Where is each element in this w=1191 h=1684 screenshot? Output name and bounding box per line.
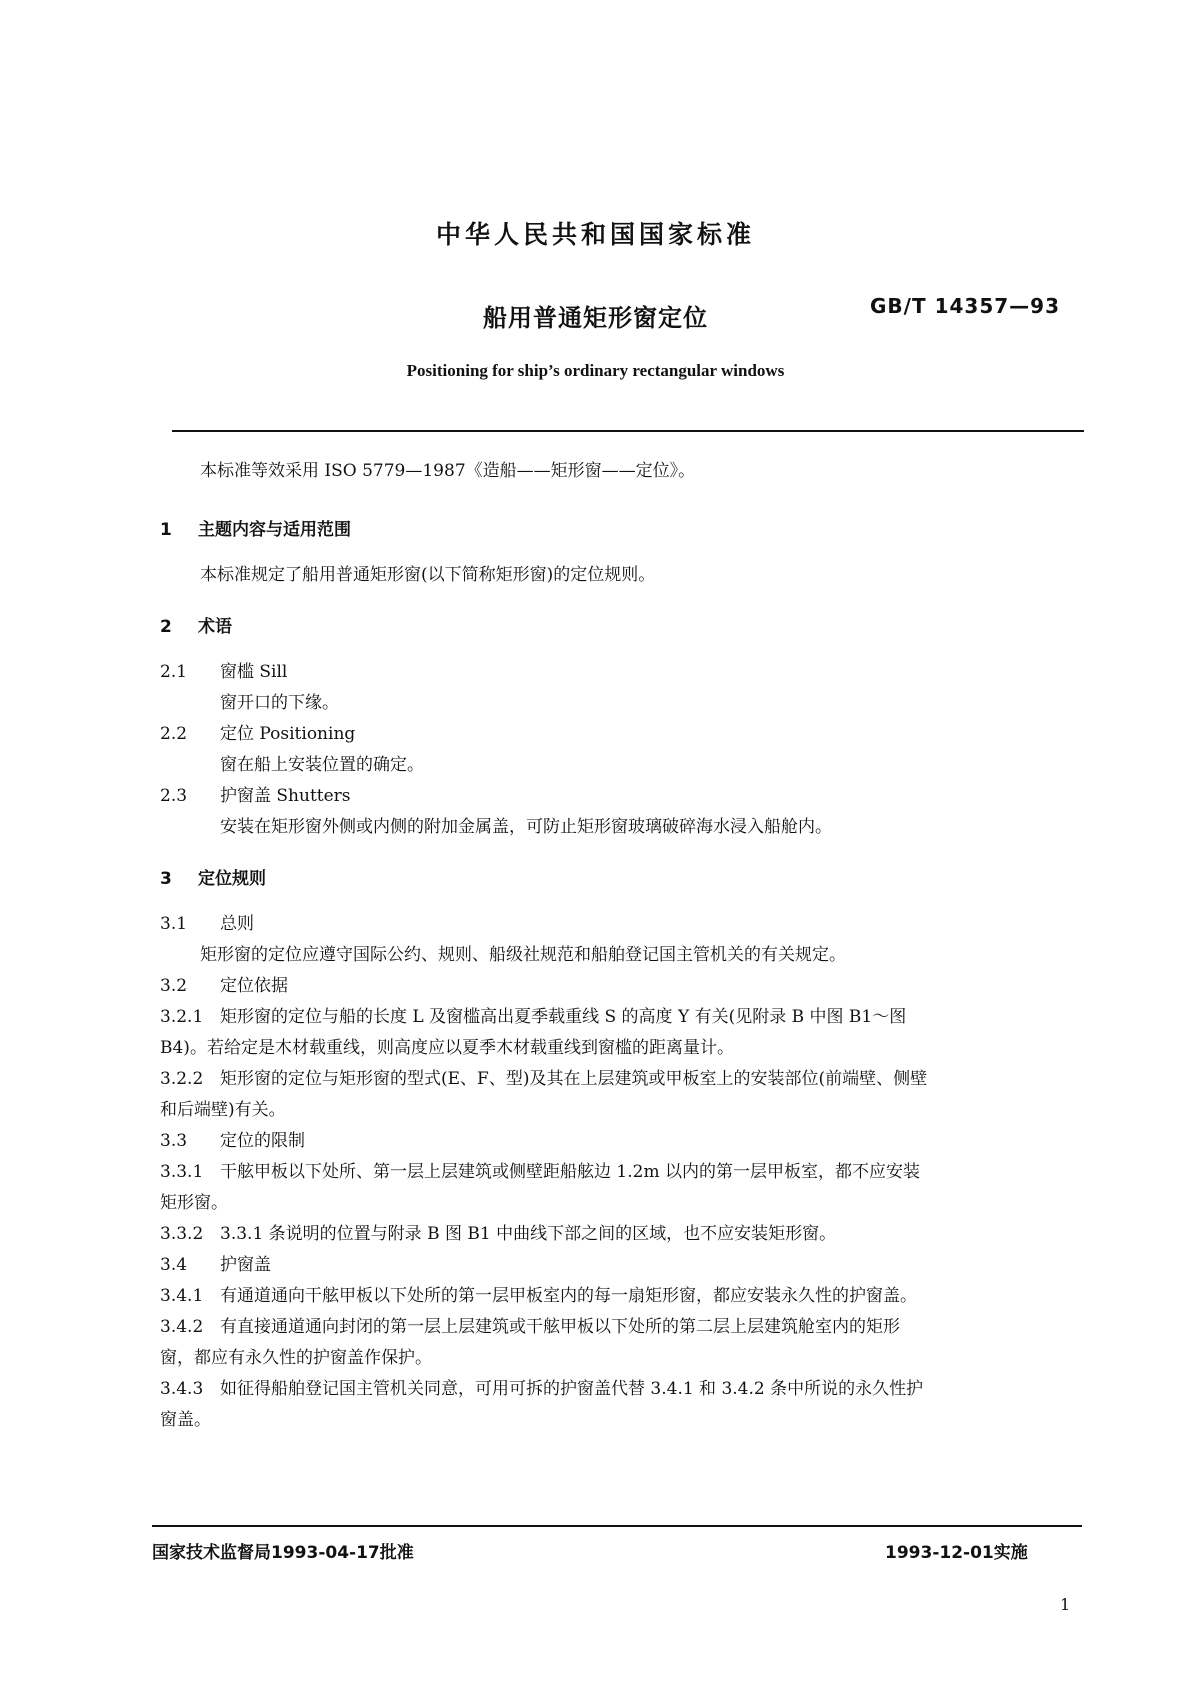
term-label: 定位 Positioning <box>220 724 356 744</box>
clause-title: 定位依据 <box>220 976 288 996</box>
standard-number: GB/T 14357—93 <box>870 294 1060 318</box>
clause-3-2-1-cont: B4)。若给定是木材载重线，则高度应以夏季木材载重线到窗槛的距离量计。 <box>160 1038 734 1058</box>
clause-number: 3.4.3 <box>160 1379 204 1399</box>
section-3-heading <box>160 864 266 889</box>
clause-3-4-2-cont: 窗，都应有永久性的护窗盖作保护。 <box>160 1348 432 1368</box>
clause-text: 有直接通道通向封闭的第一层上层建筑或干舷甲板以下处所的第二层上层建筑舱室内的矩形 <box>220 1317 900 1337</box>
section-1-text: 本标准规定了船用普通矩形窗(以下简称矩形窗)的定位规则。 <box>200 565 656 585</box>
clause-3-4-3-cont: 窗盖。 <box>160 1410 211 1430</box>
term-2-3-definition: 安装在矩形窗外侧或内侧的附加金属盖，可防止矩形窗玻璃破碎海水浸入船舱内。 <box>220 817 832 837</box>
section-number: 2 <box>160 617 172 637</box>
clause-3-3-2 <box>160 1221 836 1247</box>
intro-paragraph: 本标准等效采用 ISO 5779—1987《造船——矩形窗——定位》。 <box>200 461 696 481</box>
clause-number: 3.2 <box>160 976 188 996</box>
clause-number: 3.2.1 <box>160 1007 204 1027</box>
footer-divider <box>152 1525 1082 1527</box>
term-2-2 <box>160 721 355 747</box>
clause-3-4-1 <box>160 1283 917 1309</box>
clause-title: 总则 <box>220 914 254 934</box>
clause-text: 干舷甲板以下处所、第一层上层建筑或侧壁距船舷边 1.2m 以内的第一层甲板室，都不应安装 <box>220 1162 920 1182</box>
page-number: 1 <box>1060 1595 1071 1614</box>
clause-number: 3.4.1 <box>160 1286 204 1306</box>
effective-date: 1993-12-01实施 <box>885 1543 1028 1563</box>
term-2-3 <box>160 783 351 809</box>
clause-text: 矩形窗的定位与船的长度 L 及窗槛高出夏季载重线 S 的高度 Y 有关(见附录 B 中图 B1～图 <box>220 1007 907 1027</box>
clause-text: 有通道通向干舷甲板以下处所的第一层甲板室内的每一扇矩形窗，都应安装永久性的护窗盖。 <box>220 1286 917 1306</box>
section-number: 1 <box>160 520 172 540</box>
clause-3-4 <box>160 1252 271 1278</box>
term-label: 护窗盖 Shutters <box>220 786 351 806</box>
clause-3-3-1-cont: 矩形窗。 <box>160 1193 228 1213</box>
clause-3-2-2-cont: 和后端壁)有关。 <box>160 1100 286 1120</box>
clause-3-2-1 <box>160 1004 906 1030</box>
clause-text: 矩形窗的定位与矩形窗的型式(E、F、型)及其在上层建筑或甲板室上的安装部位(前端壁、侧壁 <box>220 1069 928 1089</box>
clause-3-4-2 <box>160 1314 900 1340</box>
clause-number: 3.3 <box>160 1131 188 1151</box>
standard-category-title: 中华人民共和国国家标准 <box>435 220 755 249</box>
section-number: 3 <box>160 869 172 889</box>
clause-3-1-text: 矩形窗的定位应遵守国际公约、规则、船级社规范和船舶登记国主管机关的有关规定。 <box>200 945 846 965</box>
term-2-1-definition: 窗开口的下缘。 <box>220 693 339 713</box>
clause-3-3 <box>160 1128 305 1154</box>
english-title: Positioning for ship’s ordinary rectangular windows <box>406 361 785 380</box>
clause-3-2-2 <box>160 1066 927 1092</box>
clause-number: 2.1 <box>160 662 188 682</box>
clause-number: 3.3.1 <box>160 1162 204 1182</box>
header-divider <box>172 430 1084 432</box>
term-2-2-definition: 窗在船上安装位置的确定。 <box>220 755 424 775</box>
section-title: 定位规则 <box>198 869 266 889</box>
clause-3-4-3 <box>160 1376 923 1402</box>
clause-number: 3.3.2 <box>160 1224 204 1244</box>
term-label: 窗槛 Sill <box>220 662 288 682</box>
clause-number: 3.2.2 <box>160 1069 204 1089</box>
clause-text: 3.3.1 条说明的位置与附录 B 图 B1 中曲线下部之间的区域，也不应安装矩形窗。 <box>220 1224 837 1244</box>
clause-3-1 <box>160 911 254 937</box>
clause-title: 定位的限制 <box>220 1131 305 1151</box>
clause-text: 如征得船舶登记国主管机关同意，可用可拆的护窗盖代替 3.4.1 和 3.4.2 条中所说的永久性护 <box>220 1379 924 1399</box>
section-1-heading <box>160 515 351 540</box>
clause-number: 3.1 <box>160 914 188 934</box>
clause-3-2 <box>160 973 288 999</box>
clause-number: 3.4.2 <box>160 1317 204 1337</box>
section-2-heading <box>160 612 232 637</box>
section-title: 主题内容与适用范围 <box>198 520 351 540</box>
approval-date: 国家技术监督局1993-04-17批准 <box>152 1543 414 1563</box>
term-2-1 <box>160 659 287 685</box>
clause-title: 护窗盖 <box>220 1255 271 1275</box>
clause-3-3-1 <box>160 1159 920 1185</box>
document-title: 船用普通矩形窗定位 <box>483 304 708 332</box>
section-title: 术语 <box>198 617 232 637</box>
clause-number: 2.3 <box>160 786 188 806</box>
clause-number: 2.2 <box>160 724 188 744</box>
clause-number: 3.4 <box>160 1255 188 1275</box>
